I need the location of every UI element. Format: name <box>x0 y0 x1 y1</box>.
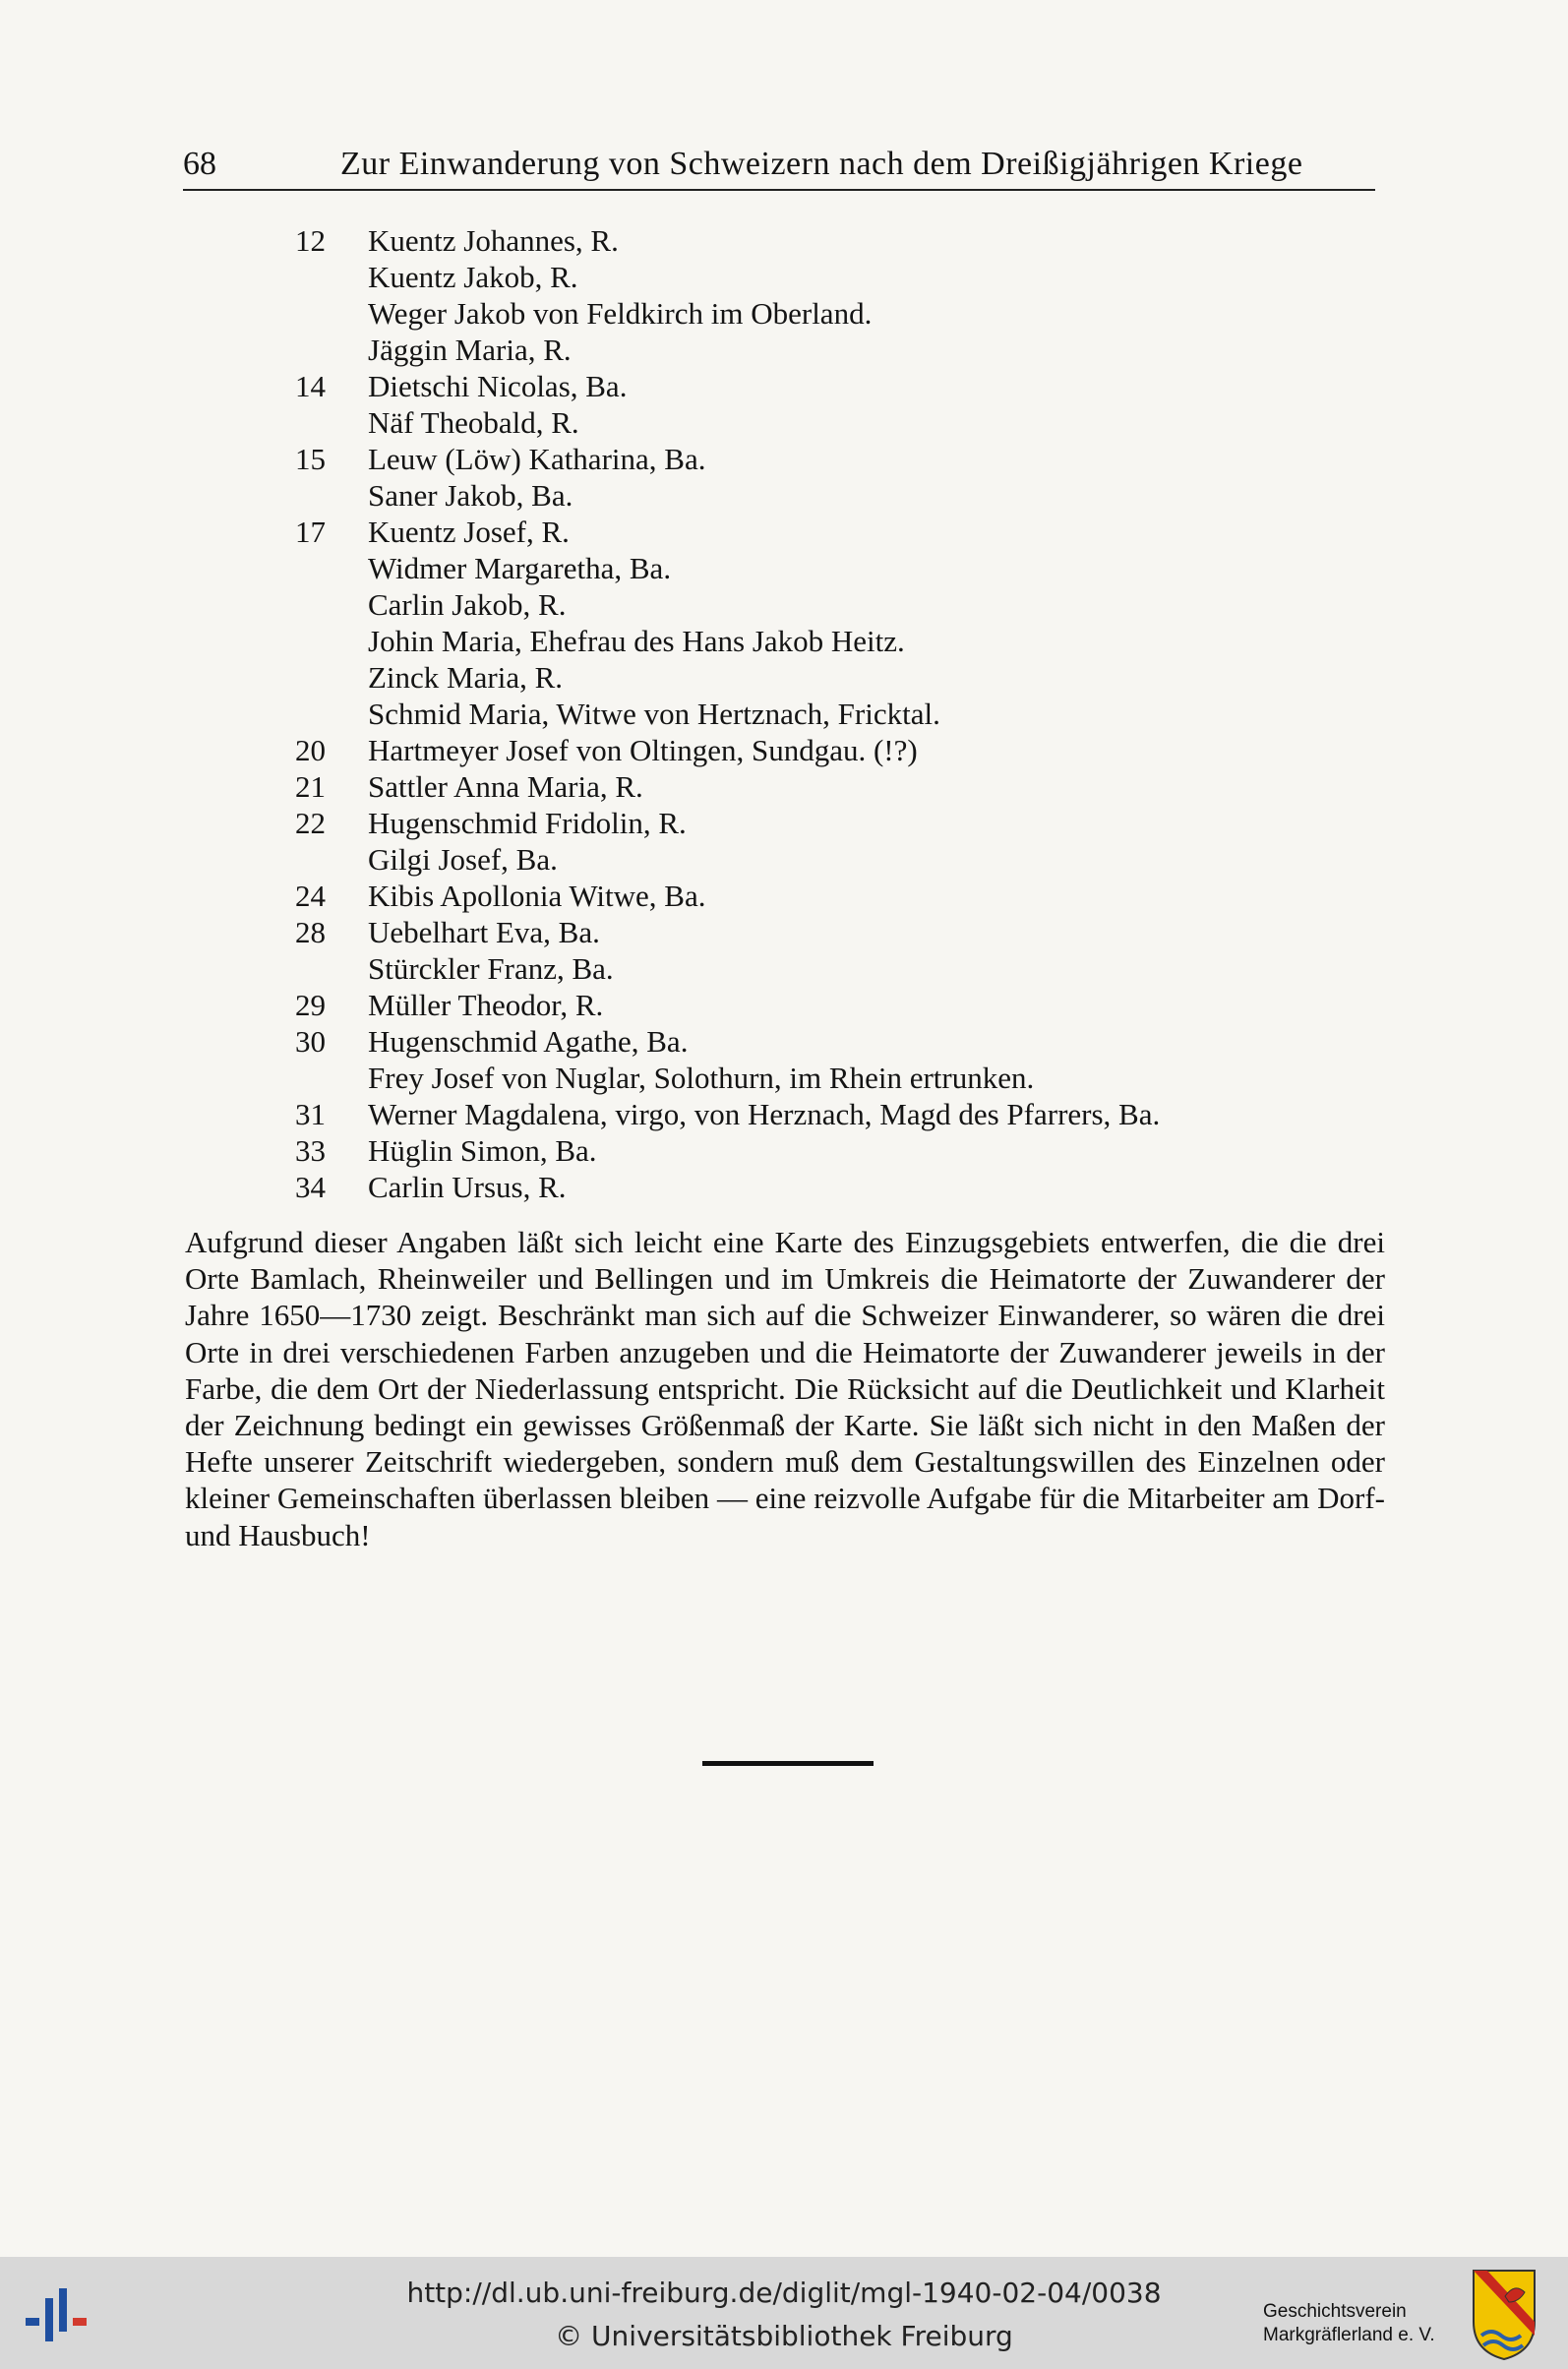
entry-row <box>295 550 1377 586</box>
entry-day: 22 <box>295 806 326 840</box>
entry-day: 21 <box>295 769 326 804</box>
entry-name: Gilgi Josef, Ba. <box>368 842 558 877</box>
entry-row <box>295 295 1377 332</box>
entry-name: Hugenschmid Agathe, Ba. <box>368 1024 689 1059</box>
copyright-notice: © Universitätsbibliothek Freiburg <box>555 2320 1013 2352</box>
entry-day: 15 <box>295 442 326 476</box>
entry-day: 31 <box>295 1097 326 1131</box>
entry-name: Kuentz Jakob, R. <box>368 260 578 294</box>
entry-row <box>295 732 1377 768</box>
entry-row <box>295 805 1377 841</box>
entry-name: Hugenschmid Fridolin, R. <box>368 806 687 840</box>
entry-name: Hüglin Simon, Ba. <box>368 1133 597 1168</box>
entry-row <box>295 987 1377 1023</box>
entry-row <box>295 441 1377 477</box>
entry-row <box>295 623 1377 659</box>
source-url[interactable]: http://dl.ub.uni-freiburg.de/diglit/mgl-1940-02-04/0038 <box>406 2277 1162 2309</box>
entry-name: Müller Theodor, R. <box>368 988 604 1022</box>
entry-day: 20 <box>295 733 326 767</box>
running-title: Zur Einwanderung von Schweizern nach dem Dreißigjährigen Kriege <box>340 146 1303 182</box>
entry-day: 30 <box>295 1024 326 1059</box>
entry-list <box>295 222 1377 1205</box>
entry-row <box>295 696 1377 732</box>
entry-row <box>295 841 1377 878</box>
entry-row <box>295 1132 1377 1169</box>
entry-name: Zinck Maria, R. <box>368 660 564 695</box>
entry-name: Näf Theobald, R. <box>368 405 579 440</box>
entry-row <box>295 368 1377 404</box>
society-line-1: Geschichtsverein <box>1263 2301 1407 2322</box>
page-number: 68 <box>183 146 216 182</box>
entry-name: Leuw (Löw) Katharina, Ba. <box>368 442 706 476</box>
entry-name: Kuentz Johannes, R. <box>368 223 619 258</box>
entry-day: 29 <box>295 988 326 1022</box>
entry-row <box>295 1096 1377 1132</box>
entry-name: Stürckler Franz, Ba. <box>368 951 614 986</box>
entry-name: Uebelhart Eva, Ba. <box>368 915 600 949</box>
entry-row <box>295 1060 1377 1096</box>
society-name <box>1263 2300 1450 2347</box>
entry-name: Carlin Ursus, R. <box>368 1170 567 1204</box>
entry-name: Carlin Jakob, R. <box>368 587 567 622</box>
running-header <box>183 146 1375 191</box>
entry-row <box>295 332 1377 368</box>
entry-row <box>295 404 1377 441</box>
entry-row <box>295 477 1377 514</box>
entry-row <box>295 586 1377 623</box>
entry-name: Saner Jakob, Ba. <box>368 478 573 513</box>
entry-day: 17 <box>295 515 326 549</box>
entry-day: 33 <box>295 1133 326 1168</box>
entry-row <box>295 1023 1377 1060</box>
entry-name: Jäggin Maria, R. <box>368 333 572 367</box>
entry-row <box>295 1169 1377 1205</box>
entry-name: Johin Maria, Ehefrau des Hans Jakob Heitz. <box>368 624 905 658</box>
entry-name: Hartmeyer Josef von Oltingen, Sundgau. (!?) <box>368 733 918 767</box>
entry-row <box>295 222 1377 259</box>
entry-name: Dietschi Nicolas, Ba. <box>368 369 628 403</box>
entry-name: Sattler Anna Maria, R. <box>368 769 643 804</box>
entry-day: 28 <box>295 915 326 949</box>
entry-name: Kuentz Josef, R. <box>368 515 570 549</box>
entry-name: Widmer Margaretha, Ba. <box>368 551 672 585</box>
footer-bar <box>0 2257 1568 2369</box>
entry-row <box>295 259 1377 295</box>
entry-name: Schmid Maria, Witwe von Hertznach, Fricktal. <box>368 697 940 731</box>
entry-row <box>295 768 1377 805</box>
entry-day: 24 <box>295 879 326 913</box>
coat-of-arms-icon <box>1470 2267 1538 2361</box>
entry-row <box>295 878 1377 914</box>
entry-name: Frey Josef von Nuglar, Solothurn, im Rhein ertrunken. <box>368 1061 1035 1095</box>
society-line-2: Markgräflerland e. V. <box>1263 2325 1435 2345</box>
body-paragraph: Aufgrund dieser Angaben läßt sich leicht eine Karte des Einzugsgebiets entwerfen, die die drei Orte Bamlach, Rheinweiler und Bellingen und im Umkreis die Heimatorte der Zuwanderer der Jahre 1650—1730 zeigt. Beschränkt man sich auf die Schweizer Einwanderer, so wären die drei Orte in drei verschiedenen Farben anzugeben und die Heimatorte der Zuwanderer jeweils in der Farbe, die dem Ort der Niederlassung entspricht. Die Rücksicht auf die Deutlichkeit und Klarheit der Zeichnung bedingt ein gewisses Größenmaß der Karte. Sie läßt sich nicht in den Maßen der Hefte unserer Zeitschrift wiedergeben, sondern muß dem Gestaltungswillen des Einzelnen oder kleiner Gemeinschaften überlassen bleiben — eine reizvolle Aufgabe für die Mitarbeiter am Dorf- und Hausbuch! <box>185 1225 1385 1552</box>
closing-rule <box>702 1761 874 1766</box>
entry-name: Kibis Apollonia Witwe, Ba. <box>368 879 706 913</box>
entry-name: Weger Jakob von Feldkirch im Oberland. <box>368 296 873 331</box>
entry-row <box>295 950 1377 987</box>
entry-day: 14 <box>295 369 326 403</box>
entry-day: 34 <box>295 1170 326 1204</box>
entry-name: Werner Magdalena, virgo, von Herznach, Magd des Pfarrers, Ba. <box>368 1097 1161 1131</box>
entry-row <box>295 514 1377 550</box>
entry-row <box>295 659 1377 696</box>
entry-row <box>295 914 1377 950</box>
entry-day: 12 <box>295 223 326 258</box>
